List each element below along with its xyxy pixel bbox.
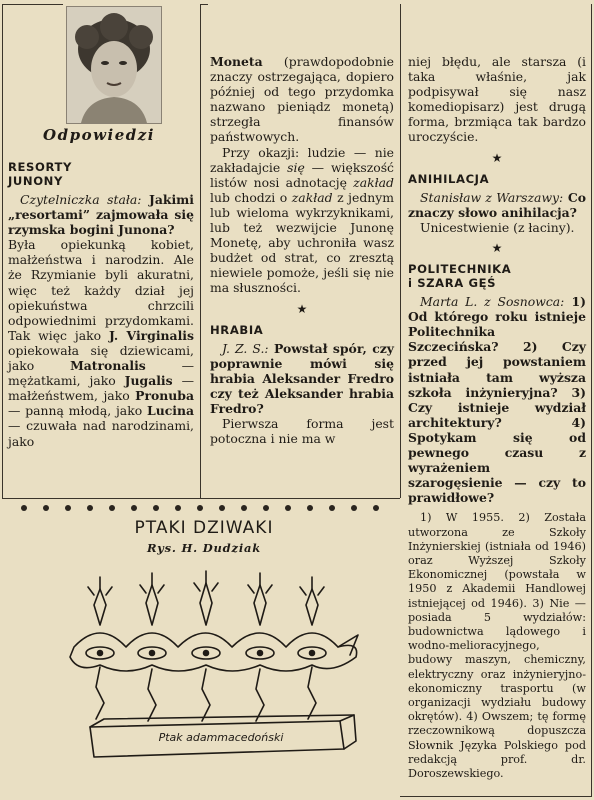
bottom-border (2, 498, 400, 499)
question-politechnika (408, 294, 586, 505)
right-border (591, 4, 592, 796)
answer-resorty (8, 237, 194, 448)
separator-star: ★ (296, 301, 308, 316)
question-text: Co znaczy słowo anihilacja? (408, 189, 586, 220)
heading-line: POLITECHNIKA (408, 262, 512, 277)
text-run: zakład (353, 174, 394, 190)
heading-line: RESORTY (8, 160, 72, 174)
answer-text: (prawdopodobnie znaczy ostrzegająca, dopiero później od tego przydomka nazwano pieniądz monetą) strzegła finansów państwowych. (210, 54, 394, 145)
heading-politechnika (408, 262, 586, 290)
author-portrait (66, 6, 162, 124)
answer-anihilacja: Unicestwienie (z łaciny). (420, 219, 575, 235)
column-2 (210, 54, 394, 446)
answer-text: — panną młodą, jako (8, 403, 147, 419)
paragraph-przy-okazji (210, 145, 394, 296)
text-run: — większość listów nosi adnotację (210, 159, 394, 190)
top-border-left (2, 4, 63, 5)
cartoon-title: PTAKI DZIWAKI (134, 518, 274, 538)
question-sender: Stanisław z Warszawy: (420, 189, 564, 205)
text-run: z jednym lub wieloma wykrzyknikami, lub też wezwijcie Junonę Monetę, aby uchroniła wasz budżet od strat, co zresztą niewiele pomoże, jeśli się nie ma słuszności. (210, 189, 395, 296)
answer-text: Była opiekunką kobiet, małżeństwa i narodzin. Ale że Rzymianie byli akuratni, więc też każdy dział jej opiekuństwa chrzcili odpowiednimi przydomkami. Tak więc jako (8, 237, 194, 343)
heading-hrabia: HRABIA (210, 322, 264, 337)
question-hrabia (210, 341, 394, 416)
answer-hrabia-cont: niej błędu, ale starsza (i taka właśnie, jak podpisywał się nasz komediopisarz) jest drugą forma, brzmiąca tak bardzo uroczyście. (408, 54, 586, 145)
column-1 (8, 160, 194, 449)
heading-anihilacja: ANIHILACJA (408, 171, 490, 186)
text-run: Przy okazji: ludzie — nie zakładajcie (210, 144, 394, 175)
answer-text: — czuwała nad narodzinami, jako (8, 418, 194, 449)
epithet: Pronuba (135, 388, 194, 404)
answer-text: — małżeństwem, jako (8, 373, 194, 404)
dotted-rule (14, 503, 394, 513)
heading-line: JUNONY (8, 174, 63, 188)
left-border (2, 4, 3, 498)
epithet: Lucina (146, 403, 194, 419)
question-resorty (8, 192, 194, 237)
question-anihilacja (408, 190, 586, 220)
answer-text: Pierwsza forma jest potoczna i nie ma w (210, 416, 394, 447)
text-run: zakład (291, 189, 333, 205)
top-border-mid (200, 4, 208, 5)
question-text: 1) Od którego roku istnieje Politechnika Szczecińska? 2) Czy przed jej powstaniem istniała tam wyższa szkoła inżynieryjna? 3) Czy istnieje wydział architektury? 4) Spotykam się od pewnego czasu z wyrażeniem szarogęsienie — czy to prawidłowe? (408, 294, 586, 506)
question-sender: Czytelniczka stała: (20, 192, 142, 207)
question-text: Jakimi „resortami” zajmowała się rzymska bogini Junona? (8, 192, 194, 238)
separator-star: ★ (491, 240, 503, 255)
section-title: Odpowiedzi (43, 126, 155, 144)
column-rule-1 (200, 4, 201, 498)
answer-text: opiekowała się dziewicami, jako (8, 342, 194, 374)
column-rule-2 (400, 4, 401, 498)
epithet: Matronalis (70, 358, 146, 374)
answer-text: — mężatkami, jako (8, 358, 194, 389)
question-sender: J. Z. S.: (222, 340, 269, 356)
answer-moneta (210, 54, 394, 145)
column-3 (408, 54, 586, 781)
epithet: J. Virginalis (109, 327, 194, 343)
question-sender: Marta L. z Sosnowca: (420, 294, 565, 310)
bird-illustration (60, 565, 360, 790)
text-run: lub chodzi o (210, 189, 292, 205)
heading-line: i SZARA GĘŚ (408, 276, 497, 291)
epithet: Jugalis (124, 373, 173, 389)
answer-hrabia (210, 416, 394, 446)
question-text: Powstał spór, czy poprawnie mówi się hrabia Aleksander Fredro czy też Aleksander hrabia Fredro? (210, 340, 394, 416)
separator-star: ★ (491, 150, 503, 165)
answer-politechnika: 1) W 1955. 2) Została utworzona ze Szkoły Inżynierskiej (istniała od 1946) oraz Wyższej Szkoły Ekonomicznej (powstała w 1950 z Akademii Handlowej istniejącej od 1946). 3) Nie — posiada 5 wydziałów: budownictwa lądowego i wodno-melioracyjnego, budowy maszyn, chemiczny, elektryczny oraz inżynieryjno-ekonomiczny trasportu (w organizacji wydziału budowy okrętów). 4) Owszem; tę formę rzeczownikową dopuszcza Słownik Języka Polskiego pod redakcją prof. dr. Doroszewskiego. (408, 511, 586, 780)
epithet: Moneta (210, 54, 263, 69)
text-run: się (287, 159, 305, 175)
heading-resorty (8, 160, 194, 188)
cartoon-credit: Rys. H. Dudziak (146, 541, 262, 555)
bottom-border-right (400, 796, 592, 797)
cartoon-caption: Ptak adammacedoński (158, 731, 284, 744)
